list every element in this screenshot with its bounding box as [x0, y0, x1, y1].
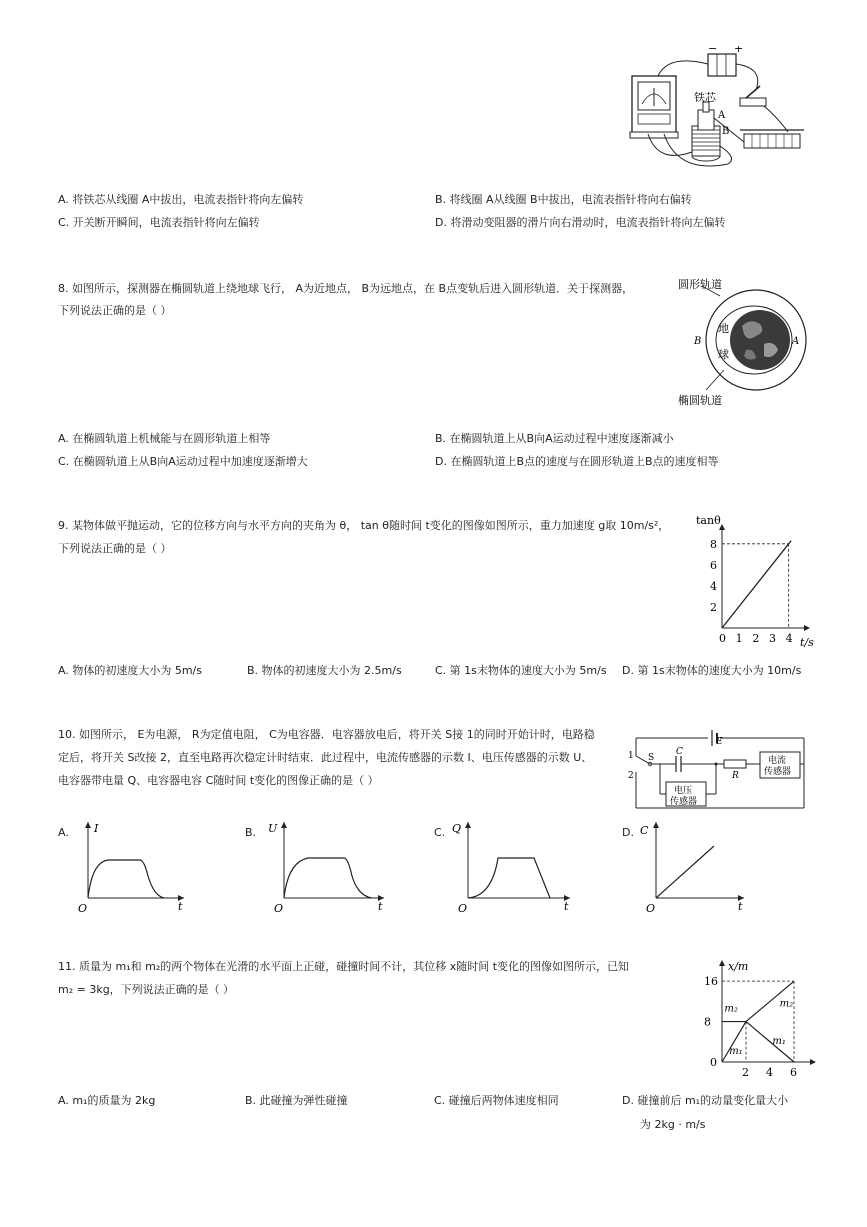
- iron-core-label: 铁芯: [694, 91, 716, 104]
- q11-stem-line1: 11. 质量为 m₁和 m₂的两个物体在光滑的水平面上正碰，碰撞时间不计，其位移 x随时间 t变化的图像如图所示，已知: [58, 960, 630, 973]
- q10-stem-line3: 电容器带电量 Q、电容器电容 C随时间 t变化的图像正确的是（ ）: [58, 774, 379, 787]
- y-tick-label: 16: [704, 975, 718, 989]
- q10-circuit-figure: [624, 722, 814, 812]
- q10-option-c-graph[interactable]: [452, 818, 576, 914]
- label-m2-after: m₂: [779, 998, 794, 1010]
- q7-option-d[interactable]: D. 将滑动变阻器的滑片向右滑动时，电流表指针将向左偏转: [435, 216, 726, 229]
- q9-stem-line1: 9. 某物体做平抛运动，它的位移方向与水平方向的夹角为 θ， tan θ随时间 t变化的图像如图所示，重力加速度 g取 10m/s²，: [58, 519, 670, 532]
- q9-tan-theta-chart: [692, 512, 816, 648]
- q10-option-a-graph[interactable]: [72, 818, 190, 914]
- q10-option-d-letter[interactable]: D.: [622, 826, 634, 839]
- x-tick-label: 4: [766, 1066, 773, 1079]
- ellipse-orbit-label: 椭圆轨道: [678, 394, 722, 407]
- q9-option-a[interactable]: A. 物体的初速度大小为 5m/s: [58, 664, 202, 677]
- q8-stem-line2: 下列说法正确的是（ ）: [58, 304, 172, 317]
- x-tick-label: 2: [742, 1066, 749, 1079]
- axis-q-label: Q: [452, 822, 462, 835]
- y-tick-label: 2: [710, 600, 717, 614]
- q8-option-b[interactable]: B. 在椭圆轨道上从B向A运动过程中速度逐渐减小: [435, 432, 674, 445]
- axis-t-label: t: [178, 900, 183, 913]
- q10-option-a-letter[interactable]: A.: [58, 826, 69, 839]
- x-tick-label: 1: [735, 632, 743, 645]
- origin-label: O: [646, 902, 656, 914]
- q8-option-a[interactable]: A. 在椭圆轨道上机械能与在圆形轨道上相等: [58, 432, 271, 445]
- tan-theta-line: [722, 544, 789, 628]
- switch-s-label: S: [648, 753, 655, 763]
- switch-1-label: 1: [628, 751, 634, 761]
- q7-option-a[interactable]: A. 将铁芯从线圈 A中拔出，电流表指针将向左偏转: [58, 193, 304, 206]
- origin-label: O: [458, 902, 468, 914]
- origin-label: O: [274, 902, 284, 914]
- axis-t-label: t: [564, 900, 569, 913]
- source-e-label: E: [716, 737, 723, 747]
- coil-b-label: B: [722, 126, 730, 137]
- voltage-sensor-label-2: 传感器: [670, 797, 698, 807]
- q8-option-d[interactable]: D. 在椭圆轨道上B点的速度与在圆形轨道上B点的速度相等: [435, 455, 719, 468]
- x-axis-arrow: [804, 625, 810, 631]
- x-tick-label: 0: [710, 1056, 717, 1069]
- current-sensor-label: 电流: [768, 756, 787, 766]
- q9-stem-line2: 下列说法正确的是（ ）: [58, 542, 172, 555]
- q8-stem-line1: 8. 如图所示，探测器在椭圆轨道上绕地球飞行， A为近地点， B为远地点，在 B点变轨后进入圆形轨道．关于探测器，: [58, 282, 634, 295]
- q7-option-b[interactable]: B. 将线圈 A从线圈 B中拔出，电流表指针将向右偏转: [435, 193, 692, 206]
- q7-option-c[interactable]: C. 开关断开瞬间，电流表指针将向左偏转: [58, 216, 260, 229]
- axis-c-label: C: [640, 824, 649, 837]
- coil-a-label: A: [718, 110, 726, 121]
- q9-option-c[interactable]: C. 第 1s末物体的速度大小为 5m/s: [435, 664, 607, 677]
- capacitor-c-label: C: [676, 747, 683, 757]
- earth-label-2: 球: [718, 348, 729, 361]
- y-axis-label: tanθ: [696, 514, 721, 527]
- q10-option-b-graph[interactable]: [268, 818, 390, 914]
- q10-option-d-graph[interactable]: [640, 818, 750, 914]
- q10-option-b-letter[interactable]: B.: [245, 826, 257, 839]
- point-b-label: B: [694, 336, 702, 347]
- q7-apparatus-figure: [628, 46, 808, 176]
- q10-stem-line1: 10. 如图所示， E为电源， R为定值电阻， C为电容器．电容器放电后，将开关 S接 1的同时开始计时，电路稳: [58, 728, 595, 741]
- q11-option-d-line2[interactable]: 为 2kg · m/s: [640, 1118, 706, 1131]
- x-tick-label: 6: [790, 1066, 797, 1079]
- y-tick-label: 6: [710, 558, 717, 572]
- switch-2-label: 2: [628, 771, 634, 781]
- q9-option-b[interactable]: B. 物体的初速度大小为 2.5m/s: [247, 664, 402, 677]
- circle-orbit-label: 圆形轨道: [678, 278, 722, 291]
- q9-option-d[interactable]: D. 第 1s末物体的速度大小为 10m/s: [622, 664, 802, 677]
- axis-i-label: I: [94, 822, 99, 835]
- q11-option-a[interactable]: A. m₁的质量为 2kg: [58, 1094, 156, 1107]
- resistor-r-label: R: [732, 771, 739, 781]
- point-a-label: A: [792, 336, 800, 347]
- axis-t-label: t: [738, 900, 743, 913]
- battery-plus-label: +: [734, 46, 744, 55]
- q11-stem-line2: m₂ = 3kg，下列说法正确的是（ ）: [58, 983, 235, 996]
- x-axis-arrow: [810, 1059, 816, 1065]
- axis-u-label: U: [268, 822, 278, 835]
- origin-label: O: [78, 902, 88, 914]
- q11-option-c[interactable]: C. 碰撞后两物体速度相同: [434, 1094, 559, 1107]
- q11-option-d[interactable]: D. 碰撞前后 m₁的动量变化量大小: [622, 1094, 789, 1107]
- axis-t-label: t: [378, 900, 383, 913]
- label-m1-after: m₁: [772, 1035, 786, 1047]
- y-axis-label: x/m: [728, 960, 749, 973]
- q10-option-c-letter[interactable]: C.: [434, 826, 446, 839]
- y-axis-arrow: [719, 960, 725, 966]
- y-tick-label: 8: [704, 1015, 711, 1029]
- x-tick-label: 3: [769, 632, 776, 645]
- x-tick-label: 2: [752, 632, 760, 645]
- y-tick-label: 8: [710, 537, 717, 551]
- x-tick-label: 0: [719, 632, 726, 645]
- y-tick-label: 4: [710, 579, 717, 593]
- x-axis-label: t/s: [800, 636, 814, 648]
- q11-displacement-chart: [700, 956, 818, 1080]
- q10-stem-line2: 定后，将开关 S改接 2，直至电路再次稳定计时结束．此过程中，电流传感器的示数 I、电压传感器的示数 U、: [58, 751, 593, 764]
- q8-option-c[interactable]: C. 在椭圆轨道上从B向A运动过程中加速度逐渐增大: [58, 455, 308, 468]
- q8-orbit-figure: [676, 276, 816, 412]
- earth-label-1: 地: [718, 322, 729, 335]
- label-m2-before: m₂: [724, 1003, 738, 1015]
- x-tick-label: 4: [785, 632, 793, 645]
- q11-option-b[interactable]: B. 此碰撞为弹性碰撞: [245, 1094, 348, 1107]
- label-m1-before: m₁: [729, 1045, 743, 1057]
- tan-theta-line-extension: [789, 541, 792, 544]
- current-sensor-label-2: 传感器: [764, 767, 792, 777]
- battery-minus-label: −: [708, 46, 718, 55]
- voltage-sensor-label: 电压: [674, 786, 693, 796]
